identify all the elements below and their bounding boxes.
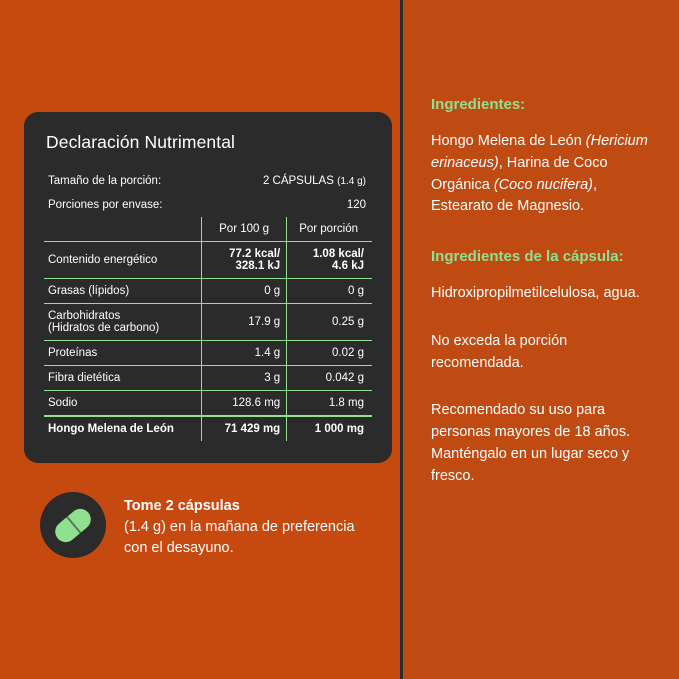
row-label-fat: Grasas (lípidos) <box>44 279 201 304</box>
servings-per-container-row <box>44 193 372 217</box>
energy-per100-line2: 328.1 kJ <box>235 260 281 272</box>
row-value-energy-perserving <box>287 242 372 279</box>
energy-per100-line1: 77.2 kcal/ <box>229 248 281 260</box>
ingredients-list <box>431 131 657 218</box>
row-value-lions-mane-perserving: 1 000 mg <box>287 416 372 441</box>
servings-value: 120 <box>346 199 366 211</box>
row-label-fiber: Fibra dietética <box>44 366 201 391</box>
row-value-lions-mane-per100: 71 429 mg <box>201 416 286 441</box>
table-row-highlight <box>44 416 372 441</box>
dose-instruction <box>40 492 374 559</box>
row-value-energy-per100 <box>201 242 286 279</box>
column-header-row <box>44 217 372 242</box>
ingredients-heading: Ingredientes: <box>431 96 526 113</box>
row-value-fiber-per100: 3 g <box>201 366 286 391</box>
row-value-carbs-perserving: 0.25 g <box>287 304 372 341</box>
warning-storage: Recomendado su uso para personas mayores de 18 años. Manténgalo en un lugar seco y fresco. <box>431 402 631 484</box>
ingredient-latin-2: (Coco nucifera) <box>493 176 593 193</box>
row-label-protein: Proteínas <box>44 341 201 366</box>
row-value-sodium-per100: 128.6 mg <box>201 391 286 417</box>
header-spacer <box>44 217 201 242</box>
table-row <box>44 279 372 304</box>
row-label-sodium: Sodio <box>44 391 201 417</box>
table-row <box>44 242 372 279</box>
dose-text-rest: (1.4 g) en la mañana de preferencia con el desayuno. <box>124 519 355 557</box>
row-label-lions-mane: Hongo Melena de León <box>44 416 201 441</box>
ingredient-text-1: Hongo Melena de León <box>431 133 586 149</box>
serving-size-value <box>201 169 372 193</box>
row-value-protein-per100: 1.4 g <box>201 341 286 366</box>
row-label-carbs <box>44 304 201 341</box>
capsule-ingredients-list: Hidroxipropilmetilcelulosa, agua. <box>431 285 640 301</box>
nutrition-facts-card <box>24 112 392 463</box>
row-value-fat-perserving: 0 g <box>287 279 372 304</box>
column-header-per-serving: Por porción <box>287 217 372 242</box>
row-value-protein-perserving: 0.02 g <box>287 341 372 366</box>
row-value-fat-per100: 0 g <box>201 279 286 304</box>
ingredient-text-2: , Harina de Coco Orgánica <box>431 154 608 193</box>
energy-perserving-line2: 4.6 kJ <box>332 260 364 272</box>
table-row <box>44 366 372 391</box>
nutrition-table <box>44 169 372 441</box>
ingredient-text-3: , Estearato de Magnesio. <box>431 176 598 215</box>
column-header-per-100g: Por 100 g <box>201 217 286 242</box>
serving-size-amount: 2 CÁPSULAS <box>262 175 334 187</box>
serving-size-row <box>44 169 372 193</box>
ingredient-latin-1: (Hericium erinaceus) <box>431 133 648 171</box>
warning-dosage: No exceda la porción recomendada. <box>431 332 568 371</box>
row-label-energy: Contenido energético <box>44 242 201 279</box>
dose-text <box>124 492 374 559</box>
table-row <box>44 391 372 417</box>
servings-label: Porciones por envase: <box>48 199 163 211</box>
row-value-carbs-per100: 17.9 g <box>201 304 286 341</box>
row-value-fiber-perserving: 0.042 g <box>287 366 372 391</box>
capsule-ingredients-heading: Ingredientes de la cápsula: <box>431 248 624 265</box>
capsule-shape <box>51 504 95 546</box>
nutrition-title: Declaración Nutrimental <box>46 132 236 152</box>
serving-size-label: Tamaño de la porción: <box>48 175 162 187</box>
serving-size-weight: (1.4 g) <box>337 176 366 187</box>
carbs-label-sub: (Hidratos de carbono) <box>48 322 160 334</box>
dose-text-bold: Tome 2 cápsulas <box>124 498 240 514</box>
carbs-label-main: Carbohidratos <box>48 310 121 322</box>
table-row <box>44 341 372 366</box>
row-value-sodium-perserving: 1.8 mg <box>287 391 372 417</box>
right-panel <box>403 0 679 679</box>
capsule-icon <box>40 492 106 558</box>
energy-perserving-line1: 1.08 kcal/ <box>312 248 364 260</box>
table-row <box>44 304 372 341</box>
